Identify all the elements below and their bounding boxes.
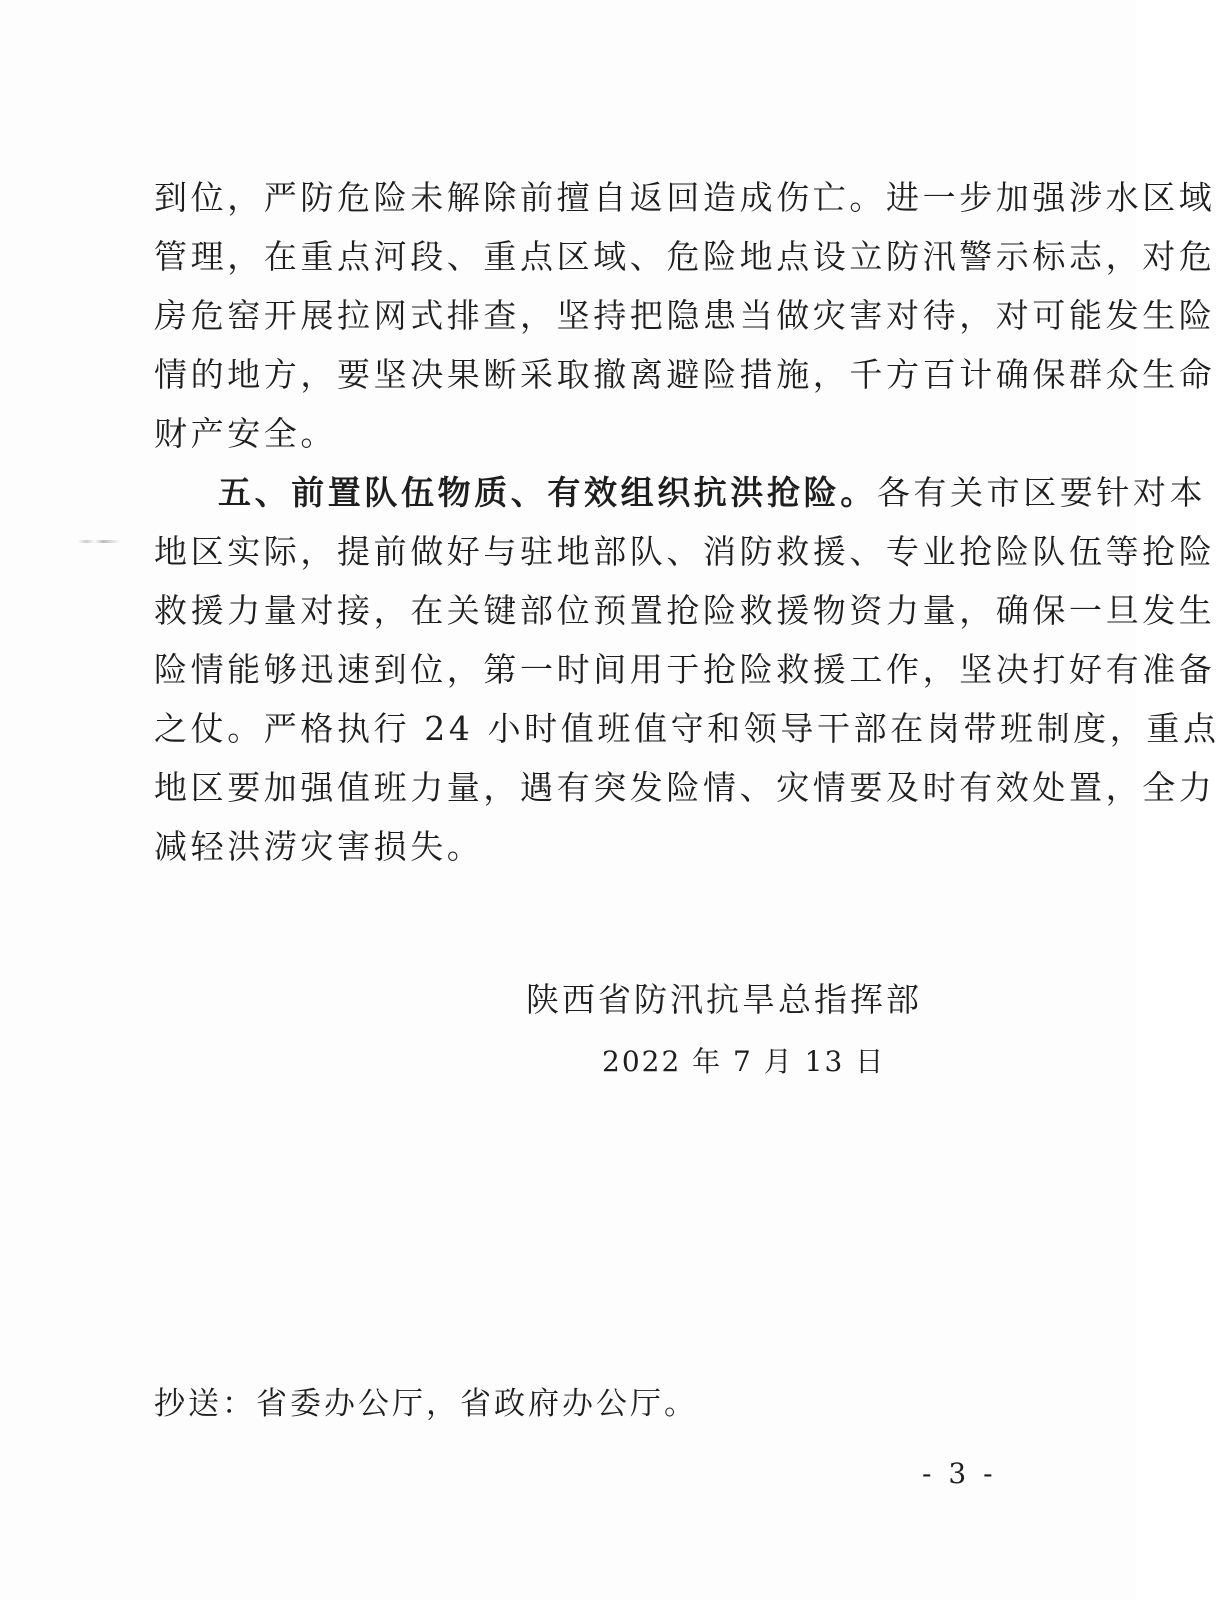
paragraph-line: 地区要加强值班力量，遇有突发险情、灾情要及时有效处置，全力: [154, 768, 1216, 807]
paragraph-line: 到位，严防危险未解除前擅自返回造成伤亡。进一步加强涉水区域: [154, 178, 1216, 217]
paragraph-line: 管理，在重点河段、重点区域、危险地点设立防汛警示标志，对危: [154, 237, 1216, 276]
issue-date: 2022 年 7 月 13 日: [602, 1045, 886, 1078]
paragraph-line: 之仗。严格执行 24 小时值班值守和领导干部在岗带班制度，重点: [154, 709, 1220, 748]
paragraph-line: 情的地方，要坚决果断采取撤离避险措施，千方百计确保群众生命: [154, 355, 1216, 394]
section-5-first-line-text: 各有关市区要针对本: [876, 473, 1207, 512]
scan-artifact: [78, 540, 120, 543]
paragraph-line: 险情能够迅速到位，第一时间用于抢险救援工作，坚决打好有准备: [154, 650, 1216, 689]
section-5-heading: 五、前置队伍物质、有效组织抗洪抢险。: [218, 473, 877, 512]
issuer-signature: 陕西省防汛抗旱总指挥部: [526, 980, 922, 1019]
paragraph-line: 财产安全。: [154, 414, 337, 453]
paragraph-line: 减轻洪涝灾害损失。: [154, 827, 484, 866]
page-number: - 3 -: [922, 1457, 997, 1490]
section-5-first-line: [218, 473, 1206, 513]
paragraph-line: 地区实际，提前做好与驻地部队、消防救援、专业抢险队伍等抢险: [154, 532, 1216, 571]
cc-recipients: 抄送：省委办公厅，省政府办公厅。: [154, 1386, 698, 1422]
paragraph-line: 救援力量对接，在关键部位预置抢险救援物资力量，确保一旦发生: [154, 591, 1216, 630]
paragraph-line: 房危窑开展拉网式排查，坚持把隐患当做灾害对待，对可能发生险: [154, 296, 1216, 335]
